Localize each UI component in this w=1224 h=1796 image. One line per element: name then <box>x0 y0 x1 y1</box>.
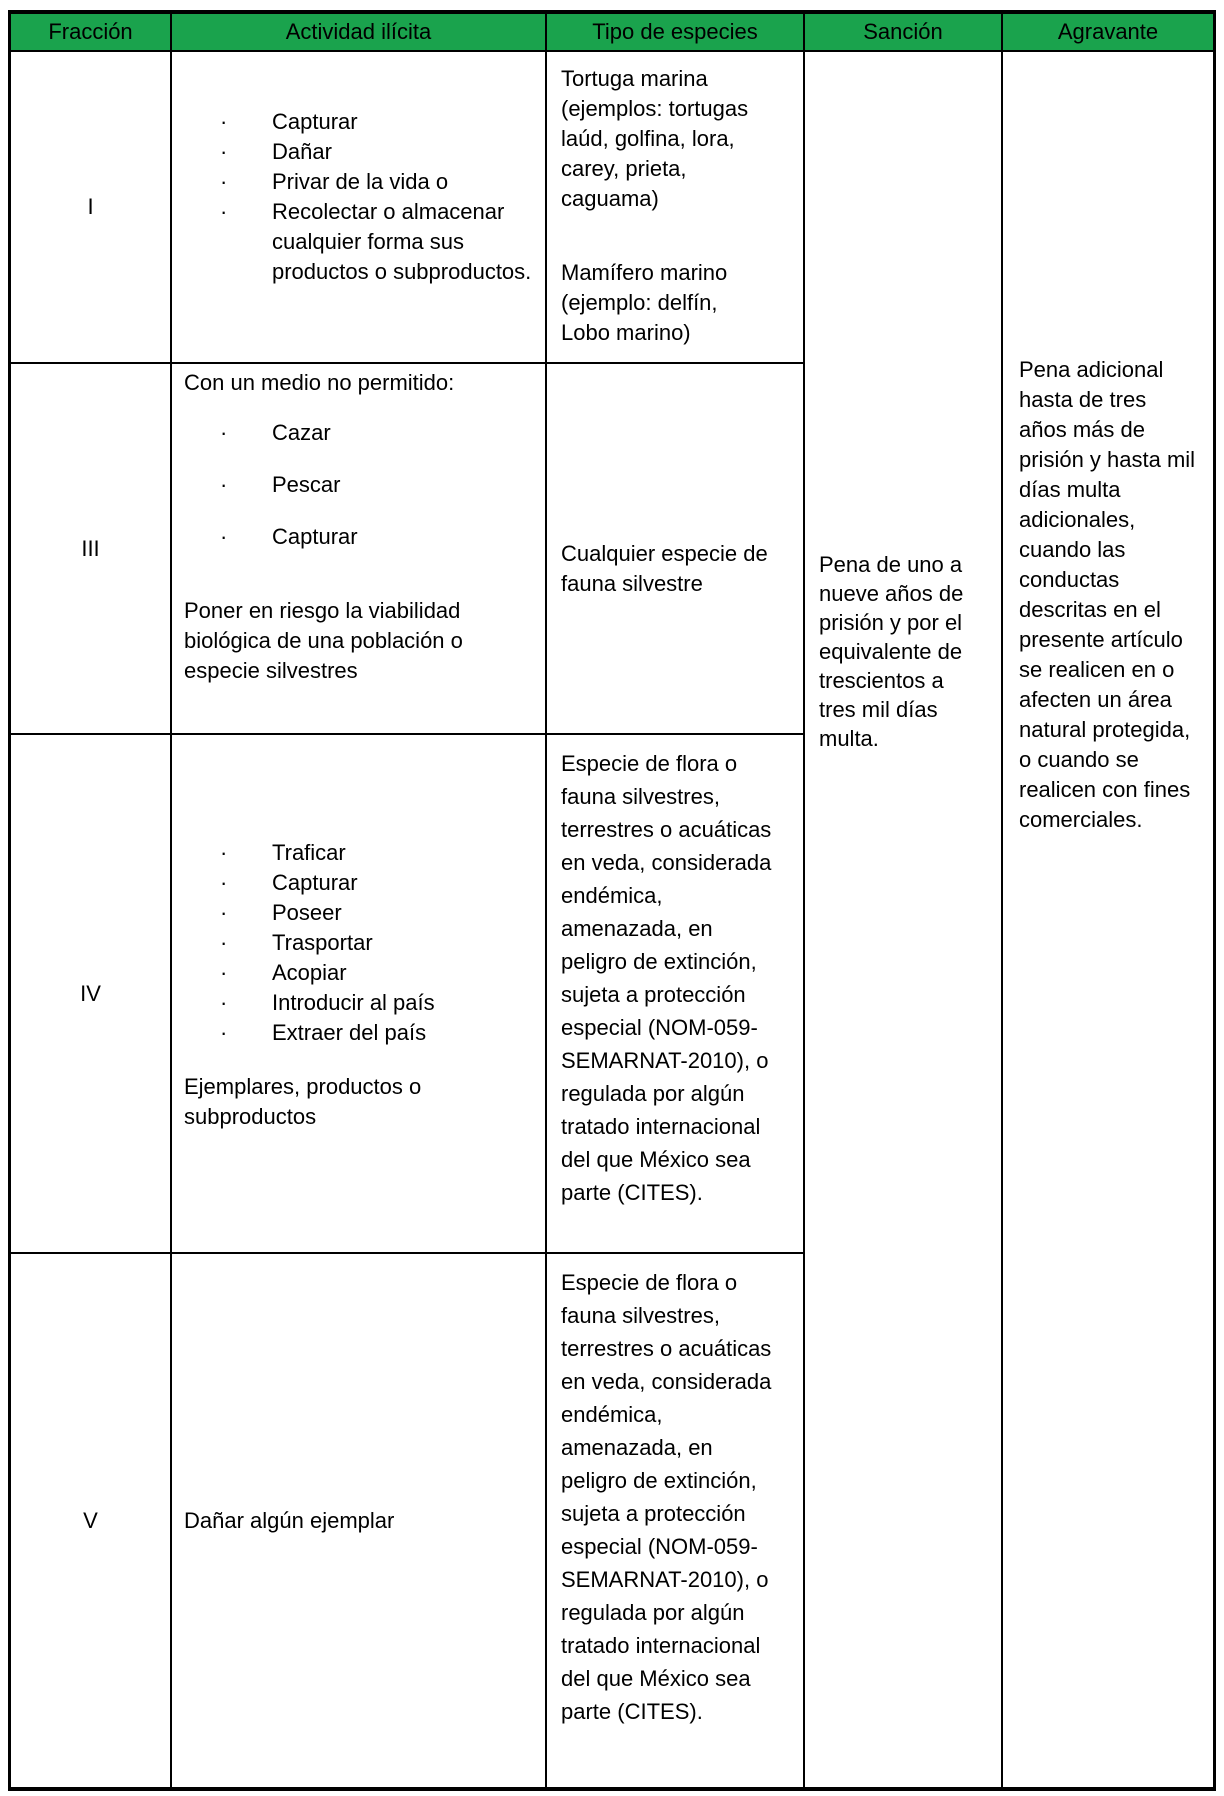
tipo-paragraph: Tortuga marina (ejemplos: tortugas laúd, golfina, lora, carey, prieta, caguama) <box>561 66 749 211</box>
cell-fraccion-5 <box>11 1254 170 1787</box>
cell-fraccion-3 <box>11 364 170 733</box>
actividad-outro: Ejemplares, productos o subproductos <box>184 1074 422 1129</box>
bullet-item <box>220 197 533 287</box>
column-header-agravante <box>1003 14 1213 50</box>
column-header-actividad <box>172 14 545 50</box>
bullet-item <box>220 958 533 988</box>
bullet-item <box>220 868 533 898</box>
actividad-intro: Con un medio no permitido: <box>184 370 455 395</box>
bullet-text: · Dañar <box>272 139 332 164</box>
bullet-item <box>220 1018 533 1048</box>
cell-agravante-merged <box>1003 52 1213 1787</box>
cell-actividad-4 <box>172 735 545 1252</box>
cell-sancion-merged <box>805 52 1001 1787</box>
bullet-item <box>220 107 533 137</box>
bullet-text: · Trasportar <box>272 930 373 955</box>
bullet-text: · Extraer del país <box>272 1020 427 1045</box>
actividad-bullet-list <box>184 418 533 552</box>
cell-fraccion-4 <box>11 735 170 1252</box>
fraccion-numeral: V <box>83 1507 98 1533</box>
bullet-text: · Capturar <box>272 109 358 134</box>
bullet-text: · Pescar <box>272 472 341 497</box>
agravante-text: Pena adicional hasta de tres años más de prisión y hasta mil días multa adicionales, cuando las conductas descritas en el presente artículo se realicen en o afecten un área natural protegida, o cuando se realicen con fines comerciales. <box>1019 357 1196 832</box>
column-header-label: Agravante <box>1057 19 1159 44</box>
column-header-fraccion <box>11 14 170 50</box>
bullet-item <box>220 838 533 868</box>
column-header-label: Tipo de especies <box>592 19 758 44</box>
column-header-sancion <box>805 14 1001 50</box>
bullet-text: · Poseer <box>272 900 342 925</box>
column-header-label: Sanción <box>863 19 943 44</box>
actividad-text: Dañar algún ejemplar <box>184 1507 395 1533</box>
column-header-label: Fracción <box>48 19 133 44</box>
fraccion-numeral: III <box>81 535 100 561</box>
actividad-bullet-list <box>184 107 533 287</box>
bullet-text: · Traficar <box>272 840 346 865</box>
bullet-text: · Introducir al país <box>272 990 435 1015</box>
fraccion-numeral: I <box>87 194 94 219</box>
tipo-paragraph: Especie de flora o fauna silvestres, terrestres o acuáticas en veda, considerada endémica, amenazada, en peligro de extinción, sujeta a protección especial (NOM-059-SEMARNAT-2010), o regulada por algún tratado internacional del que México sea parte (CITES). <box>561 1270 772 1724</box>
penalties-table <box>8 10 1216 1791</box>
bullet-item <box>220 988 533 1018</box>
cell-fraccion-1 <box>11 52 170 362</box>
bullet-text: · Capturar <box>272 524 358 549</box>
cell-actividad-1 <box>172 52 545 362</box>
bullet-item <box>220 167 533 197</box>
bullet-text: · Cazar <box>272 420 331 445</box>
cell-tipo-4 <box>547 735 803 1252</box>
cell-actividad-3 <box>172 364 545 733</box>
sancion-text: Pena de uno a nueve años de prisión y por el equivalente de trescientos a tres mil días multa. <box>819 552 964 751</box>
cell-tipo-5 <box>547 1254 803 1787</box>
bullet-text: · Acopiar <box>272 960 347 985</box>
bullet-item <box>220 928 533 958</box>
tipo-paragraph: Cualquier especie de fauna silvestre <box>561 541 768 596</box>
column-header-label: Actividad ilícita <box>285 19 432 44</box>
actividad-outro: Poner en riesgo la viabilidad biológica de una población o especie silvestres <box>184 598 463 683</box>
bullet-text: · Privar de la vida o <box>272 169 449 194</box>
bullet-item <box>220 418 533 448</box>
fraccion-numeral: IV <box>80 980 101 1006</box>
cell-tipo-3 <box>547 364 803 733</box>
bullet-item <box>220 137 533 167</box>
bullet-text: · Capturar <box>272 870 358 895</box>
bullet-item <box>220 898 533 928</box>
tipo-paragraph: Especie de flora o fauna silvestres, terrestres o acuáticas en veda, considerada endémica, amenazada, en peligro de extinción, sujeta a protección especial (NOM-059-SEMARNAT-2010), o regulada por algún tratado internacional del que México sea parte (CITES). <box>561 751 772 1205</box>
bullet-item <box>220 522 533 552</box>
column-header-tipo <box>547 14 803 50</box>
actividad-bullet-list <box>184 838 533 1048</box>
bullet-text: · Recolectar o almacenar cualquier forma sus productos o subproductos. <box>272 199 532 284</box>
cell-actividad-5 <box>172 1254 545 1787</box>
cell-tipo-1 <box>547 52 803 362</box>
tipo-paragraph: Mamífero marino (ejemplo: delfín, Lobo marino) <box>561 260 728 345</box>
bullet-item <box>220 470 533 500</box>
